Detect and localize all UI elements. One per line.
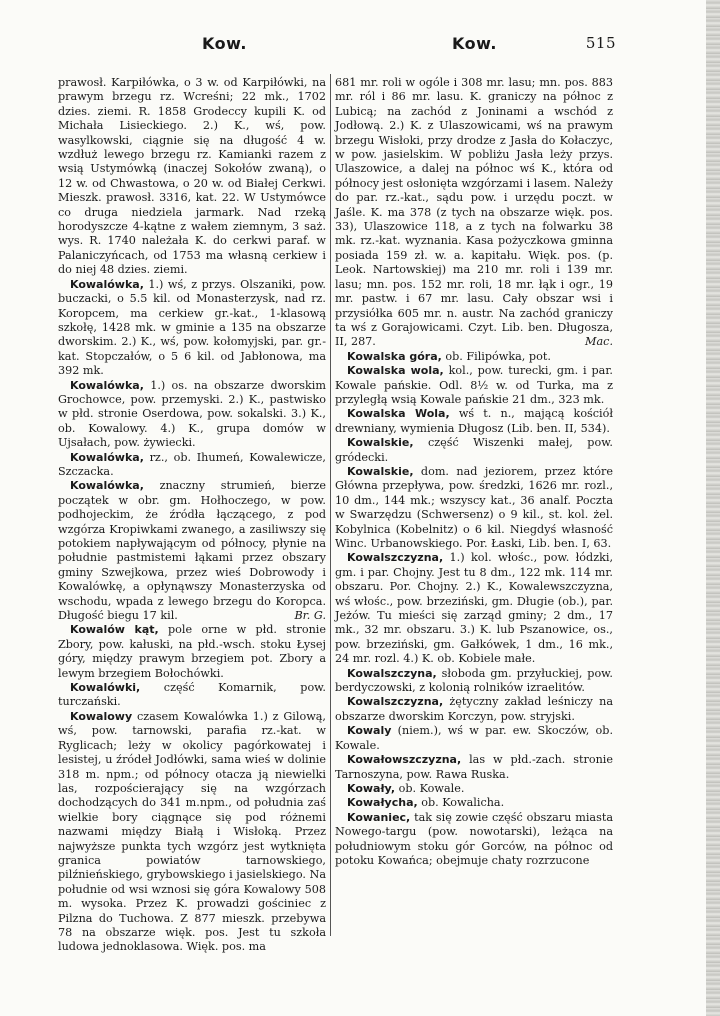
dictionary-entry — [58, 681, 326, 710]
left-running-head: Kow. — [202, 34, 247, 53]
entry-headword: Kowalszczyzna, — [347, 551, 444, 565]
dictionary-entry — [335, 796, 613, 810]
dictionary-entry — [335, 724, 613, 753]
entry-headword: Kowalskie, — [347, 436, 414, 450]
entry-text: ob. Kowalicha. — [417, 796, 505, 810]
dictionary-entry — [58, 278, 326, 379]
dictionary-entry — [335, 407, 613, 436]
dictionary-entry — [58, 76, 326, 278]
left-column — [58, 76, 326, 955]
dictionary-entry — [335, 811, 613, 869]
dictionary-entry — [335, 551, 613, 666]
entry-text: ob. Filipówka, pot. — [441, 349, 551, 363]
entry-signature: Mac. — [585, 335, 613, 349]
entry-text: część Komarnik, pow. turczański. — [58, 681, 326, 709]
right-running-head: Kow. — [452, 34, 497, 53]
entry-text: słoboda gm. przyłuckiej, pow. berdyczowski, z kolonią rolników izraelitów. — [335, 666, 613, 695]
entry-headword: Kowały, — [347, 781, 396, 795]
entry-headword: Kowalowy — [70, 709, 133, 723]
entry-text: 1.) kol. włośc., pow. łódzki, gm. i par. Chojny. Jest tu 8 dm., 122 mk. 114 mr. obszaru. Por. Chojny. 2.) K., Kowalewszczyzna, wś włośc., pow. brzeziński, gm. Długie (ob.), par. Jeżów. Tu mieści się zarząd gminy; 2 dm., 17 mk., 32 mr. obszaru. 3.) K. lub Pszanowice, os., pow. brzeziński, gm. Gałkówek, 1 dm., 16 mk., 24 mr. rozl. 4.) K. ob. Kobiele małe. — [335, 551, 613, 666]
entry-headword: Kowaniec, — [347, 810, 411, 824]
dictionary-entry — [335, 753, 613, 782]
dictionary-entry — [58, 451, 326, 480]
dictionary-entry — [335, 364, 613, 407]
dictionary-entry — [335, 436, 613, 465]
entry-headword: Kowalska góra, — [347, 349, 442, 363]
entry-headword: Kowalówka, — [70, 450, 144, 464]
dictionary-entry — [335, 695, 613, 724]
entry-text: kol., pow. turecki, gm. i par. Kowale pańskie. Odl. 8½ w. od Turka, ma z przyległą wsią Kowale pańskie 21 dm., 323 mk. — [335, 364, 613, 406]
entry-headword: Kowalówka, — [70, 378, 144, 392]
entry-headword: Kowalówka, — [70, 479, 144, 493]
dictionary-entry — [58, 623, 326, 681]
entry-text: część Wiszenki małej, pow. gródecki. — [335, 436, 613, 464]
entry-headword: Kowalówki, — [70, 681, 141, 695]
entry-headword: Kowałowszczyzna, — [347, 753, 462, 767]
entry-headword: Kowalska wola, — [347, 364, 444, 378]
column-divider — [330, 74, 331, 936]
dictionary-entry — [335, 465, 613, 551]
entry-text: czasem Kowalówka 1.) z Gilową, wś, pow. tarnowski, parafia rz.-kat. w Ryglicach; leży w okolicy pagórkowatej i lesistej, u źródeł Jodłówki, sama wieś w dolinie 318 m. npm.; od północy otacza ją niewielki las, rozpościerający się na wzgórzach dochodzących do 341 m.npm., od południa zaś wielkie bory ciągnące się pod różnemi nazwami między Białą i Wisłoką. Przez najwyższe punkta tych wzgórz jest wytknięta granica powiatów tarnowskiego, pilźnieńskiego, grybowskiego i jasielskiego. Na południe od wsi wznosi się góra Kowalowy 508 m. wysoka. Przez K. prowadzi gościniec z Pilzna do Tuchowa. Z 877 mieszk. przebywa 78 na obszarze więk. pos. Jest tu szkoła ludowa jednoklasowa. Więk. pos. ma — [58, 709, 326, 954]
entry-text: prawosł. Karpiłówka, o 3 w. od Karpiłówki, na prawym brzegu rz. Wcreśni; 22 mk., 1702 dzies. ziemi. R. 1858 Grodeccy kupili K. od Michała Lisieckiego. 2.) K., wś, pow. wasylkowski, ciągnie się na długość 4 w. wzdłuż lewego brzegu rz. Kamianki razem z wsią Ustymówką (inaczej Sokołów zwaną), o 12 w. od Chwastowa, o 20 w. od Białej Cerkwi. Mieszk. prawosł. 3316, kat. 22. W Ustymówce co druga niedziela jarmark. Nad rzeką horodyszcze 4-kątne z wałem ziemnym, 3 saż. wys. R. 1740 należała K. do cerkwi paraf. w Palaniczyńcach, od 1753 ma własną cerkiew i do niej 48 dzies. ziemi. — [58, 76, 326, 277]
dictionary-entry — [335, 782, 613, 796]
entry-text: (niem.), wś w par. ew. Skoczów, ob. Kowale. — [335, 724, 613, 752]
right-column — [335, 76, 613, 868]
page-number: 515 — [585, 34, 616, 52]
entry-text: wś t. n., mającą kościół drewniany, wymienia Długosz (Lib. ben. II, 534). — [335, 407, 613, 435]
entry-text: znaczny strumień, bierze początek w obr. gm. Hołhoczego, w pow. podhojeckim, że źródła łączącego, z pod wzgórza Kropiwkami zwanego, a zasiliwszy się potokiem napływającym od północy, płynie na południe pastmistemi łąkami przez obszary gminy Szwejkowa, przez wieś Dobrowody i Kowalówkę, a opłynąwszy Monasterzyska od wschodu, wpada z lewego brzegu do Koropca. Długość biegu 17 kil. — [58, 479, 326, 623]
entry-headword: Kowalszczyna, — [347, 666, 437, 680]
dictionary-entry — [58, 479, 326, 623]
dictionary-entry — [58, 379, 326, 451]
dictionary-entry — [335, 667, 613, 696]
entry-text: dom. nad jeziorem, przez które Główna przepływa, pow. średzki, 1626 mr. rozl., 10 dm., 144 mk.; wszyscy kat., 36 analf. Poczta w Swarzędzu (Schwersenz) o 9 kil., st. kol. żel. Kobylnica (Kobelnitz) o 6 kil. Niegdyś własność Winc. Urbanowskiego. Por. Łaski, Lib. ben. I, 63. — [335, 464, 613, 550]
dictionary-entry — [58, 710, 326, 955]
entry-text: 681 mr. roli w ogóle i 308 mr. lasu; mn. pos. 883 mr. ról i 86 mr. lasu. K. graniczy na północ z Lubicą; na zachód z Joninami a wschód z Jodłową. 2.) K. z Ulaszowicami, wś na prawym brzegu Wisłoki, przy drodze z Jasła do Kołaczyc, w pow. jasielskim. W pobliżu Jasła leży przys. Ulaszowice, a dalej na północ wś K., która od północy jest osłonięta wzgórzami i lasem. Należy do par. rz.-kat., sądu pow. i urzędu poczt. w Jaśle. K. ma 378 (z tych na obszarze więk. pos. 33), Ulaszowice 118, a z tych na folwarku 38 mk. rz.-kat. wyznania. Kasa pożyczkowa gminna posiada 159 zł. w. a. kapitału. Więk. pos. (p. Leok. Nartowskiej) ma 210 mr. roli i 139 mr. lasu; mn. pos. 152 mr. roli, 18 mr. łąk i ogr., 19 mr. pastw. i 67 mr. lasu. Cały obszar wsi i przysiółka 605 mr. n. austr. Na zachód graniczy ta wś z Gorajowicami. Czyt. Lib. ben. Długosza, II, 287. — [335, 76, 613, 349]
entry-text: las w płd.-zach. stronie Tarnoszyna, pow. Rawa Ruska. — [335, 753, 613, 781]
entry-text: rz., ob. Ihumeń, Kowalewicze, Szczacka. — [58, 450, 326, 478]
entry-headword: Kowalówka, — [70, 277, 144, 291]
entry-text: tak się zowie część obszaru miasta Nowego-targu (pow. nowotarski), leżąca na południowym stoku gór Gorców, na północ od potoku Kowańca; obejmuje chaty rozrzucone — [335, 810, 613, 867]
running-header — [56, 34, 616, 60]
entry-text: pole orne w płd. stronie Zbory, pow. kałuski, na płd.-wsch. stoku Łysej góry, między prawym brzegiem pot. Zbory a lewym brzegiem Bołochówki. — [58, 623, 327, 680]
dictionary-entry — [335, 76, 613, 350]
entry-signature: Br. G. — [294, 609, 326, 623]
entry-headword: Kowalskie, — [347, 464, 414, 478]
entry-headword: Kowalów kąt, — [70, 623, 159, 637]
entry-text: żętyczny zakład leśniczy na obszarze dworskim Korczyn, pow. stryjski. — [335, 695, 613, 723]
entry-headword: Kowałycha, — [347, 796, 418, 810]
entry-headword: Kowalska Wola, — [347, 407, 450, 421]
entry-headword: Kowaly — [347, 724, 392, 738]
page-edge-shadow — [706, 0, 720, 1016]
entry-headword: Kowalszczyzna, — [347, 695, 444, 709]
entry-text: 1.) wś, z przys. Olszaniki, pow. buczacki, o 5.5 kil. od Monasterzysk, nad rz. Koropcem, ma cerkiew gr.-kat., 1-klasową szkołę, 1428 mk. w gminie a 135 na obszarze dworskim. 2.) K., wś, pow. kołomyjski, par. gr.-kat. Stopczałów, o 5 6 kil. od Jabłonowa, ma 392 mk. — [58, 277, 326, 378]
dictionary-entry — [335, 350, 613, 364]
entry-text: 1.) os. na obszarze dworskim Grochowce, pow. przemyski. 2.) K., pastwisko w płd. stronie Oserdowa, pow. sokalski. 3.) K., ob. Kowalowy. 4.) K., grupa domów w Ujsałach, pow. żywiecki. — [58, 378, 326, 450]
entry-text: ob. Kowale. — [395, 781, 465, 795]
